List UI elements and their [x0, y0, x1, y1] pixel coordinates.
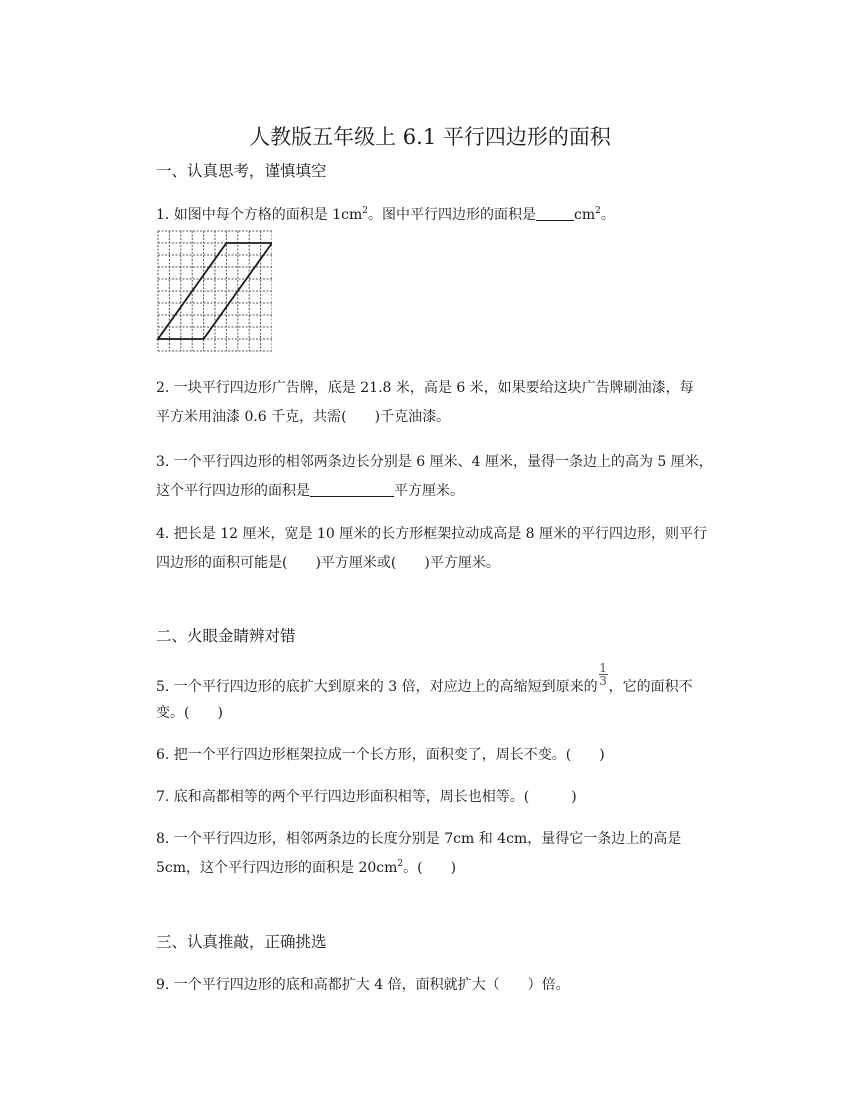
q1-text-c: cm [574, 207, 596, 223]
question-5-line-1 [156, 661, 693, 697]
q8-text-a: 5cm，这个平行四边形的面积是 20cm [156, 860, 398, 876]
q1-text-b: 。图中平行四边形的面积是 [368, 207, 537, 223]
question-8-line-1: 8. 一个平行四边形，相邻两条边的长度分别是 7cm 和 4cm，量得它一条边上的高是 [156, 831, 682, 847]
question-6: 6. 把一个平行四边形框架拉成一个长方形，面积变了，周长不变。( ) [156, 747, 605, 763]
q1-text-a: 1. 如图中每个方格的面积是 1cm [156, 207, 363, 223]
q5-text-b: ，它的面积不 [608, 679, 693, 695]
q3-text-a: 这个平行四边形的面积是 [156, 483, 310, 499]
q1-sup-2: 2 [595, 206, 601, 216]
question-9: 9. 一个平行四边形的底和高都扩大 4 倍，面积就扩大（ ）倍。 [156, 977, 570, 993]
question-8-line-2 [156, 858, 456, 878]
q5-fraction-denominator: 3 [599, 674, 607, 688]
question-5-line-2: 变。( ) [156, 705, 223, 721]
question-4-line-2: 四边形的面积可能是( )平方厘米或( )平方厘米。 [156, 555, 500, 571]
question-2-line-2: 平方米用油漆 0.6 千克，共需( )千克油漆。 [156, 409, 451, 425]
q1-text-d: 。 [600, 207, 615, 223]
question-3-line-1: 3. 一个平行四边形的相邻两条边长分别是 6 厘米、4 厘米，量得一条边上的高为 5 厘米， [156, 454, 713, 470]
q5-text-a: 5. 一个平行四边形的底扩大到原来的 3 倍，对应边上的高缩短到原来的 [156, 679, 598, 695]
question-2-line-1: 2. 一块平行四边形广告牌，底是 21.8 米，高是 6 米，如果要给这块广告牌刷油漆，每 [156, 380, 694, 396]
question-7: 7. 底和高都相等的两个平行四边形面积相等，周长也相等。( ) [156, 789, 577, 805]
q3-text-b: 平方厘米。 [394, 483, 464, 499]
page-title: 人教版五年级上 6.1 平行四边形的面积 [249, 125, 611, 149]
q1-sup-1: 2 [362, 206, 369, 216]
question-1 [156, 205, 615, 225]
q3-answer-blank[interactable] [310, 482, 394, 497]
section-heading-true-false: 二、火眼金睛辨对错 [156, 627, 296, 645]
q5-fraction [599, 662, 608, 687]
q5-fraction-numerator: 1 [599, 661, 607, 675]
q8-text-b: 。( ) [403, 860, 457, 876]
question-4-line-1: 4. 把长是 12 厘米，宽是 10 厘米的长方形框架拉动成高是 8 厘米的平行四边形，则平行 [156, 526, 708, 542]
q8-sup: 2 [397, 859, 404, 869]
question-3-line-2 [156, 481, 464, 501]
section-heading-multiple-choice: 三、认真推敲，正确挑选 [156, 933, 327, 951]
q1-answer-blank[interactable] [536, 206, 574, 221]
section-heading-fill-in: 一、认真思考，谨慎填空 [156, 162, 327, 180]
grid-parallelogram-figure [156, 229, 272, 353]
